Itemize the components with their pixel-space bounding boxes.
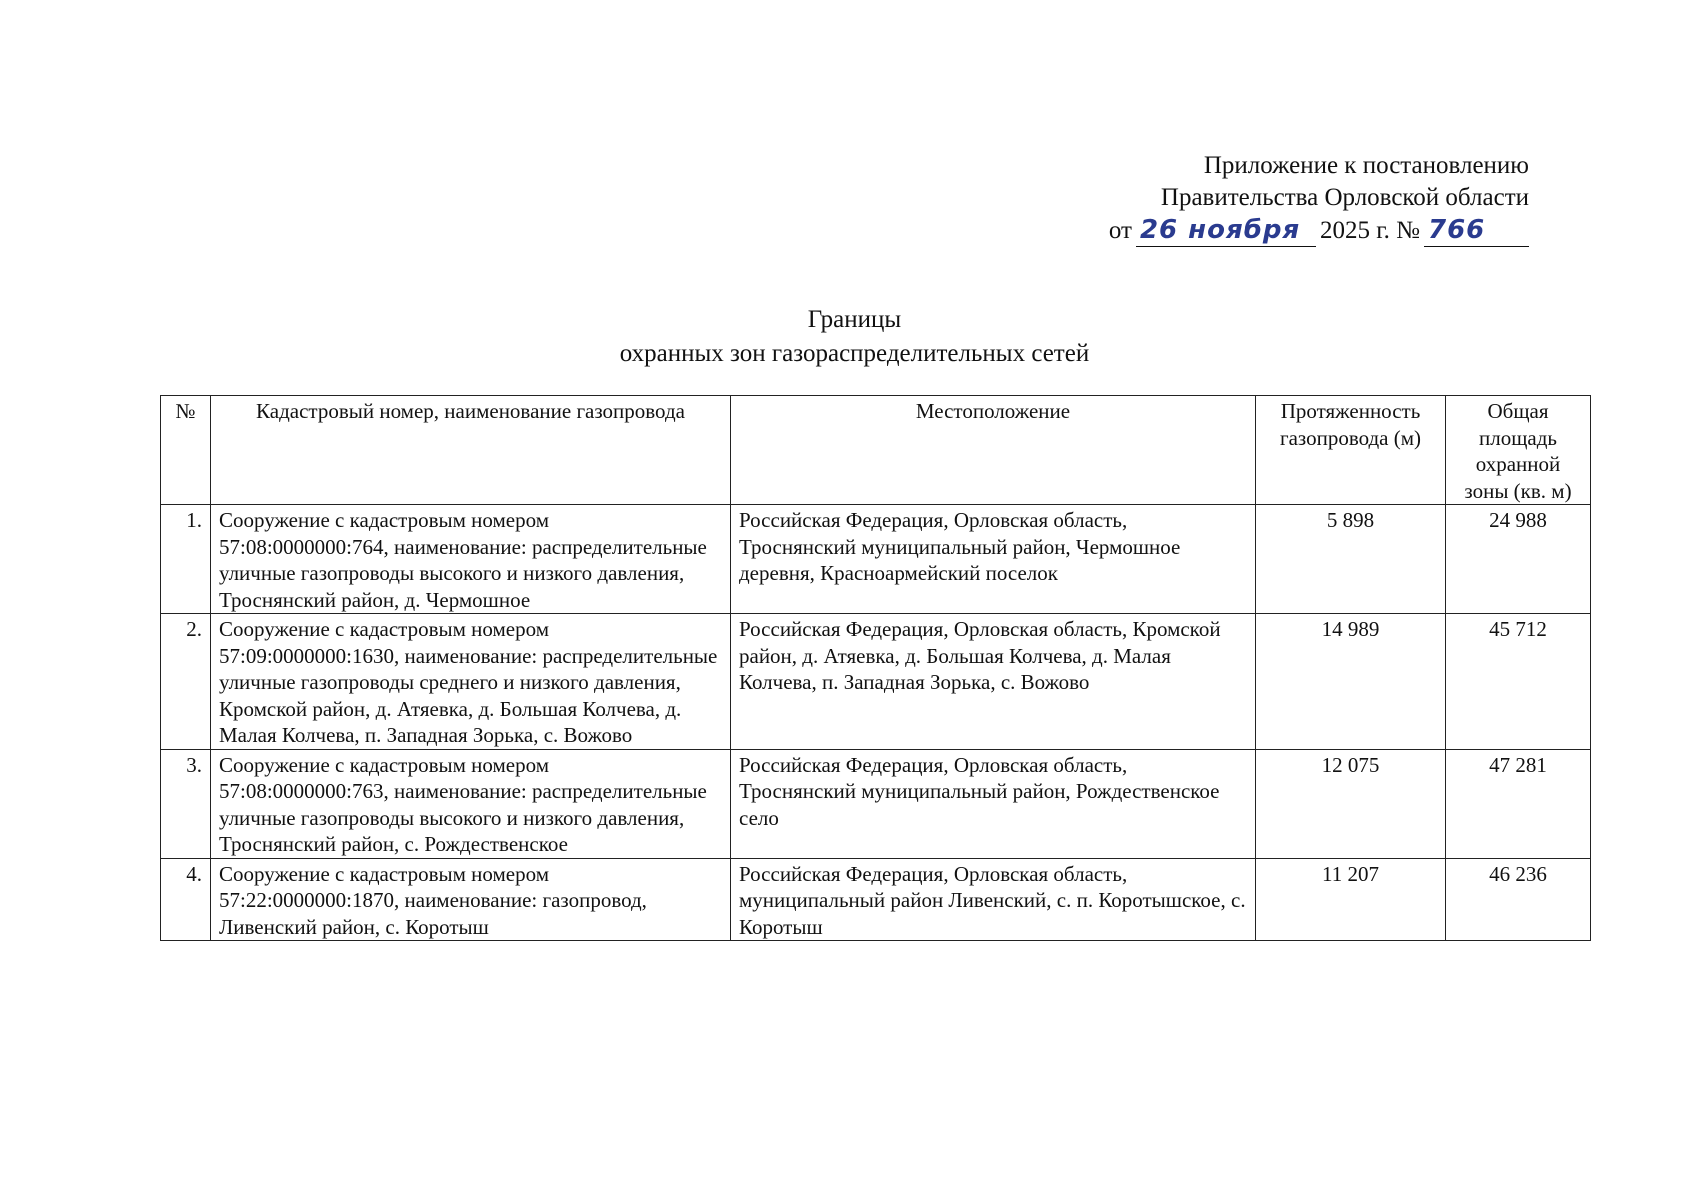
table-row [161,858,1591,941]
table-row [161,505,1591,614]
row-location: Российская Федерация, Орловская область, муниципальный район Ливенский, с. п. Коротышское, с. Коротыш [731,858,1256,941]
handwritten-number: 766 [1424,214,1529,247]
order-reference-line [1109,214,1529,247]
row-area: 24 988 [1446,505,1591,614]
appendix-line-1: Приложение к постановлению [1203,152,1529,179]
row-location: Российская Федерация, Орловская область, Троснянский муниципальный район, Рождественское село [731,749,1256,858]
row-length: 5 898 [1256,505,1446,614]
row-name: Сооружение с кадастровым номером 57:08:0000000:763, наименование: распределительные уличные газопроводы высокого и низкого давления, Троснянский район, с. Рождественское [211,749,731,858]
row-location: Российская Федерация, Орловская область, Троснянский муниципальный район, Чермошное деревня, Красноармейский поселок [731,505,1256,614]
row-name: Сооружение с кадастровым номером 57:08:0000000:764, наименование: распределительные уличные газопроводы высокого и низкого давления, Троснянский район, д. Чермошное [211,505,731,614]
header-length: Протяженность газопровода (м) [1256,396,1446,505]
row-length: 11 207 [1256,858,1446,941]
table-row [161,749,1591,858]
table-row [161,614,1591,750]
title-line-2: охранных зон газораспределительных сетей [619,340,1090,367]
zones-table [160,395,1591,941]
row-length: 12 075 [1256,749,1446,858]
table-header-row [161,396,1591,505]
row-name: Сооружение с кадастровым номером 57:09:0000000:1630, наименование: распределительные уличные газопроводы среднего и низкого давления, Кромской район, д. Атяевка, д. Большая Колчева, д. Малая Колчева, п. Западная Зорька, с. Вожово [211,614,731,750]
order-prefix: от [1108,217,1132,244]
header-location: Местоположение [731,396,1256,505]
header-name: Кадастровый номер, наименование газопровода [211,396,731,505]
header-area: Общая площадь охранной зоны (кв. м) [1446,396,1591,505]
row-num: 1. [161,505,211,614]
row-area: 47 281 [1446,749,1591,858]
row-area: 46 236 [1446,858,1591,941]
row-name: Сооружение с кадастровым номером 57:22:0000000:1870, наименование: газопровод, Ливенский район, с. Коротыш [211,858,731,941]
document-title [0,303,1689,371]
row-length: 14 989 [1256,614,1446,750]
appendix-header [1109,150,1529,247]
row-num: 4. [161,858,211,941]
row-location: Российская Федерация, Орловская область, Кромской район, д. Атяевка, д. Большая Колчева, д. Малая Колчева, п. Западная Зорька, с. Вожово [731,614,1256,750]
header-num: № [161,396,211,505]
order-year: 2025 г. № [1319,217,1420,244]
row-num: 2. [161,614,211,750]
appendix-line-2: Правительства Орловской области [1160,184,1529,211]
row-num: 3. [161,749,211,858]
row-area: 45 712 [1446,614,1591,750]
handwritten-date: 26 ноября [1136,214,1316,247]
title-line-1: Границы [807,306,902,333]
